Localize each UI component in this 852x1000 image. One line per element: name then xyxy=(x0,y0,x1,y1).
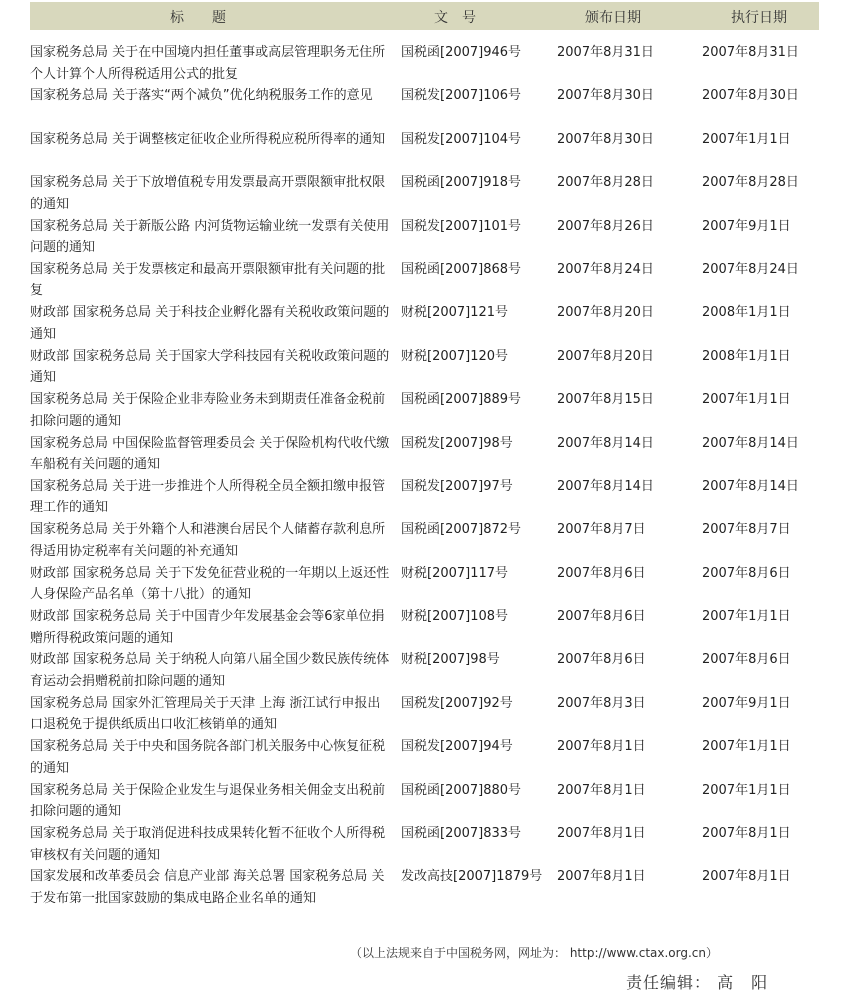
row-doc-number: 财税[2007]121号 xyxy=(401,305,509,321)
row-title: 国家税务总局 国家外汇管理局关于天津 上海 浙江试行申报出口退税免于提供纸质出口收汇核销单的通知 xyxy=(30,695,381,733)
row-doc-number: 国税函[2007]880号 xyxy=(401,782,522,798)
table-row xyxy=(30,693,830,736)
row-title: 国家税务总局 关于落实“两个减负”优化纳税服务工作的意见 xyxy=(30,88,373,104)
row-publish-date: 2007年8月1日 xyxy=(557,782,646,798)
row-execute-date: 2007年8月24日 xyxy=(702,261,799,277)
table-row xyxy=(30,216,830,259)
table-row xyxy=(30,433,830,476)
header-publish-date: 颁布日期 xyxy=(585,10,641,26)
row-publish-date: 2007年8月6日 xyxy=(557,652,646,668)
table-row xyxy=(30,259,830,302)
row-publish-date: 2007年8月15日 xyxy=(557,392,654,408)
row-doc-number: 国税发[2007]97号 xyxy=(401,478,513,494)
row-title: 国家税务总局 关于下放增值税专用发票最高开票限额审批权限的通知 xyxy=(30,175,386,212)
row-title: 财政部 国家税务总局 关于纳税人向第八届全国少数民族传统体育运动会捐赠税前扣除问题的通知 xyxy=(30,652,390,689)
row-publish-date: 2007年8月3日 xyxy=(557,695,646,711)
row-publish-date: 2007年8月28日 xyxy=(557,175,654,191)
row-doc-number: 财税[2007]108号 xyxy=(401,609,509,625)
row-execute-date: 2007年8月31日 xyxy=(702,45,799,60)
row-execute-date: 2007年9月1日 xyxy=(702,695,791,711)
row-doc-number: 国税发[2007]101号 xyxy=(401,218,522,234)
table-row xyxy=(30,519,830,562)
table-row xyxy=(30,346,830,389)
row-doc-number: 国税函[2007]889号 xyxy=(401,392,522,408)
row-execute-date: 2008年1月1日 xyxy=(702,348,791,364)
editor-credit: 责任编辑： 高 阳 xyxy=(626,973,769,992)
header-doc-number: 文 号 xyxy=(434,10,476,26)
row-execute-date: 2007年8月6日 xyxy=(702,565,791,581)
row-publish-date: 2007年8月24日 xyxy=(557,261,654,277)
table-row xyxy=(30,563,830,606)
row-publish-date: 2007年8月14日 xyxy=(557,478,654,494)
row-doc-number: 国税发[2007]92号 xyxy=(401,695,513,711)
header-title: 标 题 xyxy=(170,10,226,26)
table-row xyxy=(30,172,830,215)
row-doc-number: 国税发[2007]106号 xyxy=(401,88,522,104)
table-row xyxy=(30,85,830,128)
source-note: （以上法规来自于中国税务网，网址为： http://www.ctax.org.cn） xyxy=(350,946,719,960)
table-row xyxy=(30,606,830,649)
row-publish-date: 2007年8月7日 xyxy=(557,522,646,538)
row-publish-date: 2007年8月1日 xyxy=(557,739,646,755)
regulations-table xyxy=(30,42,830,928)
row-doc-number: 国税发[2007]104号 xyxy=(401,131,522,147)
table-row xyxy=(30,780,830,823)
row-execute-date: 2007年8月30日 xyxy=(702,88,799,104)
row-publish-date: 2007年8月20日 xyxy=(557,305,654,321)
row-publish-date: 2007年8月6日 xyxy=(557,565,646,581)
row-publish-date: 2007年8月30日 xyxy=(557,131,654,147)
row-doc-number: 发改高技[2007]1879号 xyxy=(401,869,543,885)
row-doc-number: 财税[2007]117号 xyxy=(401,565,509,581)
row-publish-date: 2007年8月26日 xyxy=(557,218,654,234)
row-title: 财政部 国家税务总局 关于科技企业孵化器有关税收政策问题的通知 xyxy=(30,305,390,342)
row-doc-number: 国税函[2007]918号 xyxy=(401,175,522,191)
row-execute-date: 2007年1月1日 xyxy=(702,609,791,625)
row-title: 财政部 国家税务总局 关于国家大学科技园有关税收政策问题的通知 xyxy=(30,348,390,386)
row-title: 国家税务总局 关于外籍个人和港澳台居民个人储蓄存款利息所得适用协定税率有关问题的补充通知 xyxy=(30,522,386,559)
table-row xyxy=(30,302,830,345)
table-row xyxy=(30,389,830,432)
row-doc-number: 国税发[2007]98号 xyxy=(401,435,513,451)
row-execute-date: 2007年9月1日 xyxy=(702,218,791,234)
row-title: 国家税务总局 关于新版公路 内河货物运输业统一发票有关使用问题的通知 xyxy=(30,218,390,256)
row-doc-number: 国税函[2007]872号 xyxy=(401,522,522,538)
row-execute-date: 2007年1月1日 xyxy=(702,131,791,147)
row-execute-date: 2007年1月1日 xyxy=(702,392,791,408)
table-row xyxy=(30,736,830,779)
row-title: 国家发展和改革委员会 信息产业部 海关总署 国家税务总局 关于发布第一批国家鼓励的集成电路企业名单的通知 xyxy=(30,869,385,906)
table-row xyxy=(30,476,830,519)
table-row xyxy=(30,42,830,85)
row-publish-date: 2007年8月14日 xyxy=(557,435,654,451)
table-row xyxy=(30,866,830,928)
row-doc-number: 国税函[2007]946号 xyxy=(401,45,522,60)
row-execute-date: 2007年8月1日 xyxy=(702,869,791,885)
row-execute-date: 2007年8月6日 xyxy=(702,652,791,668)
row-doc-number: 财税[2007]98号 xyxy=(401,652,500,668)
row-title: 国家税务总局 关于进一步推进个人所得税全员全额扣缴申报管理工作的通知 xyxy=(30,478,386,516)
row-execute-date: 2007年8月7日 xyxy=(702,522,791,538)
row-execute-date: 2007年8月14日 xyxy=(702,478,799,494)
row-publish-date: 2007年8月31日 xyxy=(557,45,654,60)
table-row xyxy=(30,129,830,172)
row-publish-date: 2007年8月1日 xyxy=(557,826,646,842)
row-title: 国家税务总局 关于取消促进科技成果转化暂不征收个人所得税审核权有关问题的通知 xyxy=(30,826,386,863)
row-execute-date: 2007年1月1日 xyxy=(702,739,791,755)
row-title: 国家税务总局 关于在中国境内担任董事或高层管理职务无住所个人计算个人所得税适用公式的批复 xyxy=(30,45,386,82)
row-doc-number: 国税函[2007]833号 xyxy=(401,826,522,842)
row-doc-number: 国税函[2007]868号 xyxy=(401,261,522,277)
row-execute-date: 2007年8月28日 xyxy=(702,175,799,191)
row-title: 国家税务总局 中国保险监督管理委员会 关于保险机构代收代缴车船税有关问题的通知 xyxy=(30,435,390,473)
row-publish-date: 2007年8月1日 xyxy=(557,869,646,885)
row-title: 财政部 国家税务总局 关于中国青少年发展基金会等6家单位捐赠所得税政策问题的通知 xyxy=(30,609,385,646)
header-execute-date: 执行日期 xyxy=(731,10,787,26)
table-row xyxy=(30,649,830,692)
row-publish-date: 2007年8月20日 xyxy=(557,348,654,364)
row-title: 财政部 国家税务总局 关于下发免征营业税的一年期以上返还性人身保险产品名单（第十八批）的通知 xyxy=(30,565,390,603)
row-execute-date: 2007年8月14日 xyxy=(702,435,799,451)
table-row xyxy=(30,823,830,866)
row-execute-date: 2008年1月1日 xyxy=(702,305,791,321)
row-publish-date: 2007年8月6日 xyxy=(557,609,646,625)
row-title: 国家税务总局 关于调整核定征收企业所得税应税所得率的通知 xyxy=(30,131,386,147)
row-title: 国家税务总局 关于保险企业非寿险业务未到期责任准备金税前扣除问题的通知 xyxy=(30,392,386,429)
row-title: 国家税务总局 关于中央和国务院各部门机关服务中心恢复征税的通知 xyxy=(30,739,386,776)
row-doc-number: 国税发[2007]94号 xyxy=(401,739,513,755)
row-execute-date: 2007年8月1日 xyxy=(702,826,791,842)
row-publish-date: 2007年8月30日 xyxy=(557,88,654,104)
row-execute-date: 2007年1月1日 xyxy=(702,782,791,798)
row-title: 国家税务总局 关于保险企业发生与退保业务相关佣金支出税前扣除问题的通知 xyxy=(30,782,386,820)
row-doc-number: 财税[2007]120号 xyxy=(401,348,509,364)
row-title: 国家税务总局 关于发票核定和最高开票限额审批有关问题的批复 xyxy=(30,261,386,299)
table-header xyxy=(30,2,819,30)
